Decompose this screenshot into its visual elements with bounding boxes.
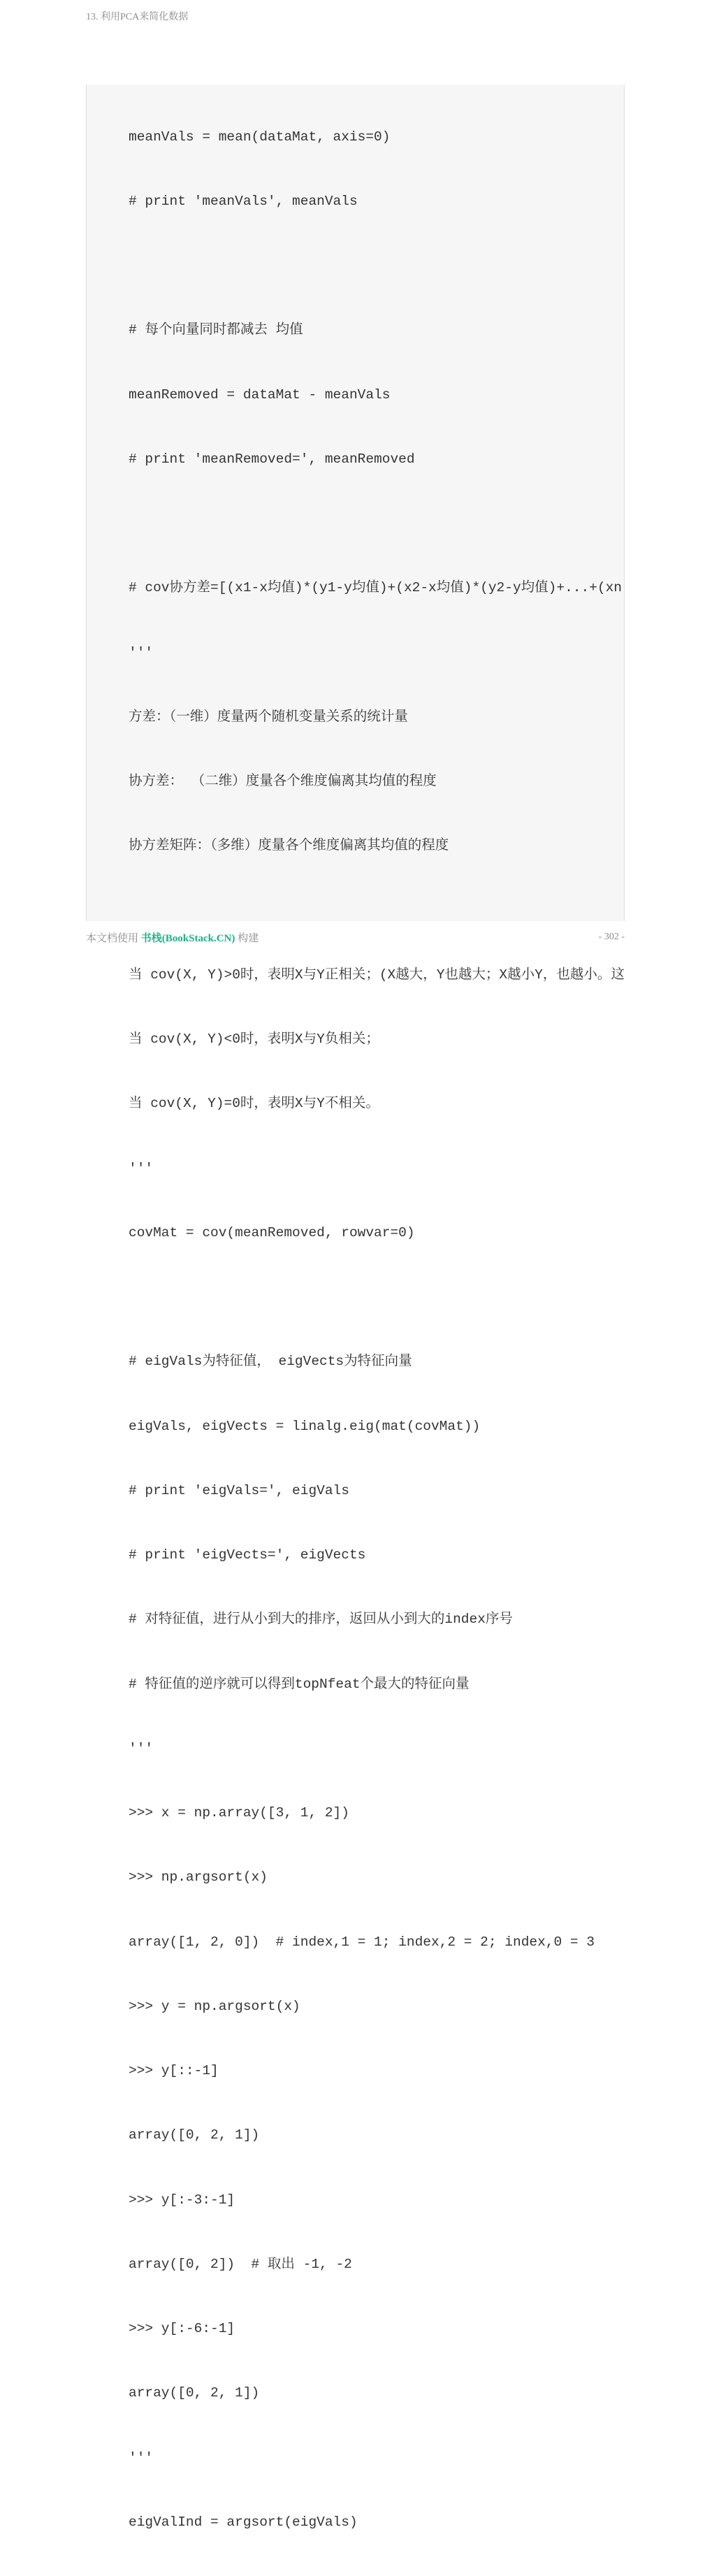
footer-prefix: 本文档使用 <box>86 933 139 944</box>
code-line: 当 cov(X, Y)<0时，表明X与Y负相关； <box>129 1032 379 1047</box>
code-line: ''' <box>129 1160 154 1176</box>
code-line: # 对特征值，进行从小到大的排序，返回从小到大的index序号 <box>129 1612 513 1628</box>
code-line <box>129 255 625 277</box>
code-line: eigVals, eigVects = linalg.eig(mat(covMat)) <box>129 1418 481 1434</box>
code-line: meanRemoved = dataMat - meanVals <box>129 386 391 403</box>
code-line: array([0, 2, 1]) <box>129 2385 260 2401</box>
code-line: >>> y[:-3:-1] <box>129 2192 235 2208</box>
code-line: array([1, 2, 0]) # index,1 = 1; index,2 = 2; index,0 = 3 <box>129 1934 595 1950</box>
code-line: 协方差矩阵：（多维）度量各个维度偏离其均值的程度 <box>129 838 449 854</box>
code-line: >>> np.argsort(x) <box>129 1869 268 1886</box>
code-line: # print 'meanVals', meanVals <box>129 193 358 209</box>
footer-suffix: 构建 <box>238 933 259 944</box>
code-line: 当 cov(X, Y)=0时，表明X与Y不相关。 <box>129 1096 379 1112</box>
code-line <box>129 900 625 922</box>
code-line: >>> x = np.array([3, 1, 2]) <box>129 1805 349 1821</box>
code-line <box>129 513 625 535</box>
code-line: array([0, 2]) # 取出 -1, -2 <box>129 2256 352 2272</box>
page-number: - 302 - <box>598 932 625 942</box>
code-line: eigValInd = argsort(eigVals) <box>129 2514 358 2530</box>
code-line: # print 'eigVals=', eigVals <box>129 1482 349 1498</box>
code-line: 方差：（一维）度量两个随机变量关系的统计量 <box>129 709 408 725</box>
code-line: # 每个向量同时都减去 均值 <box>129 322 303 338</box>
code-line: # cov协方差=[(x1-x均值)*(y1-y均值)+(x2-x均值)*(y2-y均值)+...+(xn <box>129 580 622 596</box>
code-line: >>> y[::-1] <box>129 2063 219 2078</box>
code-lines <box>129 83 625 2576</box>
bookstack-link[interactable]: 书栈(BookStack.CN) <box>140 933 235 944</box>
code-line: 当 cov(X, Y)>0时，表明X与Y正相关；(X越大，Y也越大；X越小Y，也越小。这 <box>129 967 625 983</box>
code-line: ''' <box>129 2450 154 2466</box>
code-line: # eigVals为特征值， eigVects为特征向量 <box>129 1354 412 1370</box>
footer-credit <box>86 930 259 945</box>
code-line: 协方差： （二维）度量各个维度偏离其均值的程度 <box>129 774 437 789</box>
code-line: >>> y[:-6:-1] <box>129 2321 235 2336</box>
code-line: >>> y = np.argsort(x) <box>129 1998 300 2014</box>
code-line <box>129 1287 625 1308</box>
code-line: ''' <box>129 644 154 660</box>
code-line: meanVals = mean(dataMat, axis=0) <box>129 129 391 145</box>
code-line: # 特征值的逆序就可以得到topNfeat个最大的特征向量 <box>129 1676 470 1692</box>
code-line: # print 'eigVects=', eigVects <box>129 1547 366 1563</box>
code-line: array([0, 2, 1]) <box>129 2127 260 2143</box>
code-line: ''' <box>129 1740 154 1756</box>
chapter-header: 13. 利用PCA来简化数据 <box>86 12 189 22</box>
code-line: # print 'meanRemoved=', meanRemoved <box>129 451 415 467</box>
code-line: covMat = cov(meanRemoved, rowvar=0) <box>129 1224 415 1240</box>
